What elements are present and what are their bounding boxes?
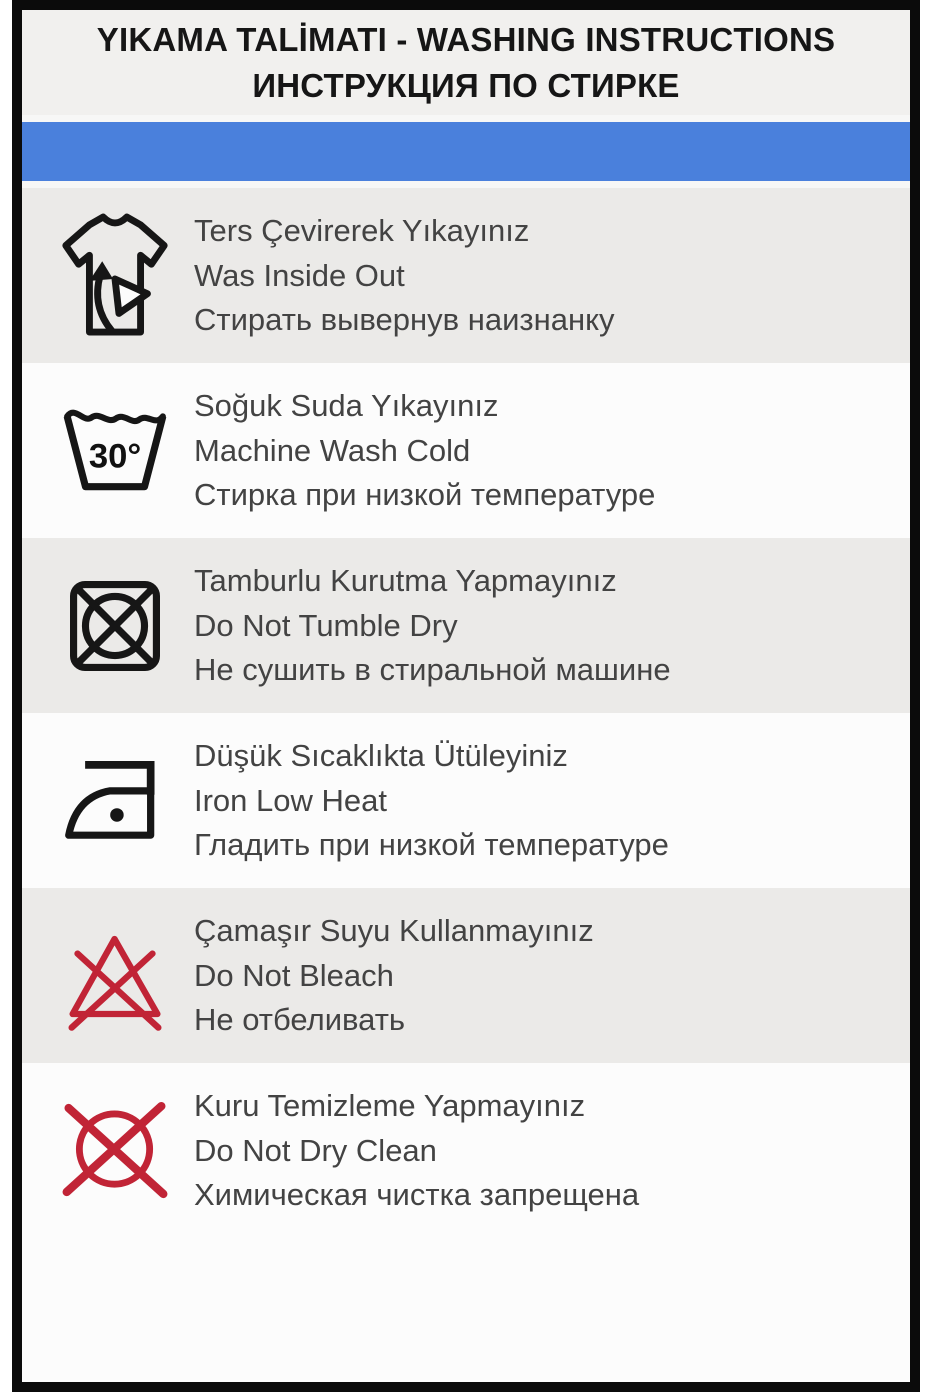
icon-cell [36,576,194,676]
iron-low-heat-icon [62,752,168,849]
care-row-do-not-dry-clean [22,1063,910,1238]
care-row-do-not-bleach [22,888,910,1063]
instruction-russian: Стирать вывернув наизнанку [194,302,615,338]
instruction-turkish: Ters Çevirerek Yıkayınız [194,213,530,249]
instruction-text [194,909,594,1042]
empty-space [22,1238,910,1382]
do-not-tumble-dry-icon [65,576,165,676]
header-title-ru: ИНСТРУКЦИЯ ПО СТИРКЕ [252,67,680,105]
wash-inside-out-icon [56,212,174,340]
icon-cell [36,1092,194,1210]
instruction-turkish: Soğuk Suda Yıkayınız [194,388,499,424]
label-header [22,10,910,115]
label-frame [12,0,920,1392]
care-row-iron-low-heat [22,713,910,888]
instruction-english: Do Not Dry Clean [194,1132,437,1168]
instruction-text [194,734,669,867]
instruction-russian: Не отбеливать [194,1002,406,1038]
instruction-turkish: Çamaşır Suyu Kullanmayınız [194,913,594,949]
divider [22,115,910,122]
instruction-russian: Стирка при низкой температуре [194,477,656,513]
wash-temperature-label: 30° [88,437,142,476]
do-not-bleach-icon [59,917,171,1035]
instruction-russian: Не сушить в стиральной машине [194,652,671,688]
header-title-tr-en: YIKAMA TALİMATI - WASHING INSTRUCTIONS [96,21,836,58]
instruction-rows [22,188,910,1382]
icon-cell [36,917,194,1035]
care-row-machine-wash-cold [22,363,910,538]
care-row-do-not-tumble-dry [22,538,910,713]
instruction-text [194,209,615,342]
instruction-english: Machine Wash Cold [194,432,471,468]
blue-accent-bar [22,122,910,181]
machine-wash-cold-icon [59,402,171,499]
instruction-english: Do Not Bleach [194,957,394,993]
instruction-english: Iron Low Heat [194,782,387,818]
instruction-russian: Химическая чистка запрещена [194,1177,640,1213]
instruction-english: Was Inside Out [194,257,405,293]
instruction-text [194,384,655,517]
divider [22,181,910,188]
icon-cell [36,212,194,340]
instruction-text [194,1084,639,1217]
icon-cell [36,402,194,499]
instruction-russian: Гладить при низкой температуре [194,827,669,863]
instruction-turkish: Kuru Temizleme Yapmayınız [194,1088,586,1124]
instruction-english: Do Not Tumble Dry [194,607,458,643]
instruction-turkish: Tamburlu Kurutma Yapmayınız [194,563,617,599]
instruction-text [194,559,671,692]
do-not-dry-clean-icon [54,1092,176,1210]
icon-cell [36,752,194,849]
care-row-wash-inside-out [22,188,910,363]
instruction-turkish: Düşük Sıcaklıkta Ütüleyiniz [194,738,568,774]
